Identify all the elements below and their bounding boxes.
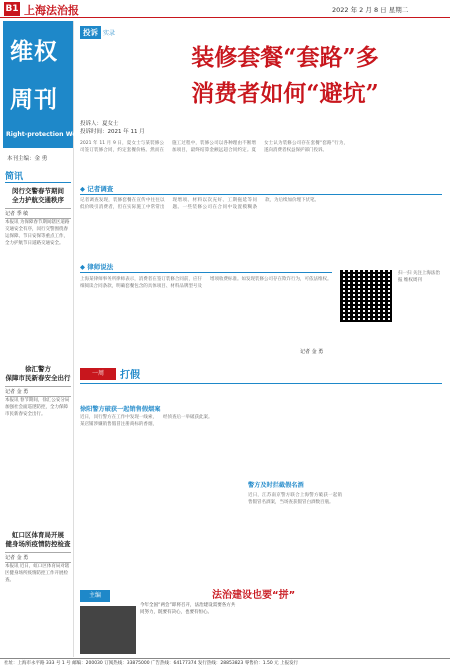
brief-text: 本报讯 春节期间，徐汇公安分局加强社会面巡逻防控，全力保障市民新春安全出行。 xyxy=(5,398,70,417)
brief-headline[interactable]: 闵行交警春节期间 全力护航交通秩序 xyxy=(12,187,64,204)
brief-headline[interactable]: 徐汇警方 保障市民新春安全出行 xyxy=(5,365,71,382)
brief-author: 记者 季 敏 xyxy=(5,208,71,219)
page-footer: 社址：上海市永平路 333 号 1 号 邮编：200030 订阅热线：33875000 广告热线：64177374 发行热线：28853823 零售价：1.50 元 上报发行 xyxy=(0,658,450,668)
brief-item[interactable] xyxy=(5,531,71,663)
editor-line: 本刊主编：金 勇 xyxy=(7,156,48,162)
column-text: 今年全国“两会”即将召开，法治建设需要各方共同努力，既要有决心，也要有恒心。 xyxy=(140,603,236,615)
brief-author: 记者 金 勇 xyxy=(5,552,71,563)
headline-line-2: 消费者如何“避坑” xyxy=(191,80,379,107)
masthead-title-1: 维权 xyxy=(10,38,58,65)
tag-label: 投诉 xyxy=(80,26,101,39)
crackdown-story-2-headline[interactable]: 警方及时拦截假名酒 xyxy=(248,482,304,489)
briefs-label: 简讯 xyxy=(5,169,71,183)
complaint-byline: 投诉人：夏女士 投诉时间：2021 年 11 月 xyxy=(80,121,145,135)
column-tag: 主编 xyxy=(80,590,110,602)
lawyer-text: 上海某律师事务所律师表示，消费者在签订装修合同前，应仔细阅读合同条款，明确套餐包含的具体项目、材料品牌型号及增项收费标准。如发现装修公司存在欺诈行为，可依法维权。 xyxy=(80,277,332,289)
article-intro: 2021 年 11 月 9 日，夏女士与某装修公司签订装修合同，约定套餐价格。然而在施工过程中，装修公司以各种理由不断增加项目，最终结算金额远超合同约定。夏女士认为装修公司存在套餐“套路”行为，遂向消费者权益保护部门投诉。 xyxy=(80,141,348,153)
brief-author: 记者 金 勇 xyxy=(5,386,71,397)
page-number: B1 xyxy=(5,4,19,14)
masthead-logo: 上海法治报 xyxy=(24,4,79,17)
crackdown-story-1-text: 近日，闵行警方在工作中发现一线索，某店铺涉嫌销售假冒注册商标的香烟，经侦查后一举破获此案。 xyxy=(80,415,213,427)
section-divider xyxy=(80,272,332,273)
brief-item[interactable] xyxy=(5,187,71,373)
section-lawyer: ◆ 律师说法 xyxy=(80,262,113,271)
reporter-credit: 记者 金 勇 xyxy=(300,349,324,355)
qr-caption: 扫一扫 关注上海法治报 维权周刊 xyxy=(398,271,440,283)
tag-sub: 实录 xyxy=(103,30,116,37)
section-divider xyxy=(80,194,442,195)
investigation-text: 记者调查发现，装修套餐在宣传中往往以低价吸引消费者，但在实际施工中常常出现增项、材料以次充好、工期拖延等问题。一些装修公司在合同中设置模糊条款，为后续加价埋下伏笔。 xyxy=(80,198,319,210)
crackdown-divider xyxy=(80,383,442,384)
crackdown-story-2-text: 近日，江苏南京警方联合上海警方破获一起销售假冒名酒案，当场查获假冒白酒数百瓶。 xyxy=(248,493,342,505)
column-title[interactable]: 法治建设也要“拼” xyxy=(212,590,296,601)
weekly-tag: 一周 xyxy=(80,368,116,380)
crackdown-story-1-headline[interactable]: 徐阳警方破获一起销售假烟案 xyxy=(80,406,161,413)
complaint-tag xyxy=(80,20,115,39)
brief-headline[interactable]: 虹口区体育局开展 健身场所疫情防控检查 xyxy=(5,531,71,548)
brief-item[interactable] xyxy=(5,365,71,535)
main-headline[interactable] xyxy=(130,40,440,112)
headline-line-1: 装修套餐“套路”多 xyxy=(191,44,379,71)
brief-text: 本报讯 近日，虹口区体育局对辖区健身场所疫情防控工作开展检查。 xyxy=(5,564,70,583)
author-photo xyxy=(80,606,136,654)
issue-date: 2022 年 2 月 8 日 星期二 xyxy=(332,6,409,14)
section-investigation: ◆ 记者调查 xyxy=(80,184,113,193)
qr-code[interactable] xyxy=(340,270,392,322)
masthead-title-2: 周刊 xyxy=(10,86,58,113)
brief-text: 本报讯 为保障春节期间辖区道路交通安全有序，闵行交警围绕春运保障、节日安保等重点工作，全力护航节日道路交通安全。 xyxy=(5,220,70,246)
masthead-title-en: Right-protection Weekly xyxy=(6,131,91,138)
crackdown-title: 打假 xyxy=(120,370,140,381)
page-header xyxy=(0,0,450,18)
